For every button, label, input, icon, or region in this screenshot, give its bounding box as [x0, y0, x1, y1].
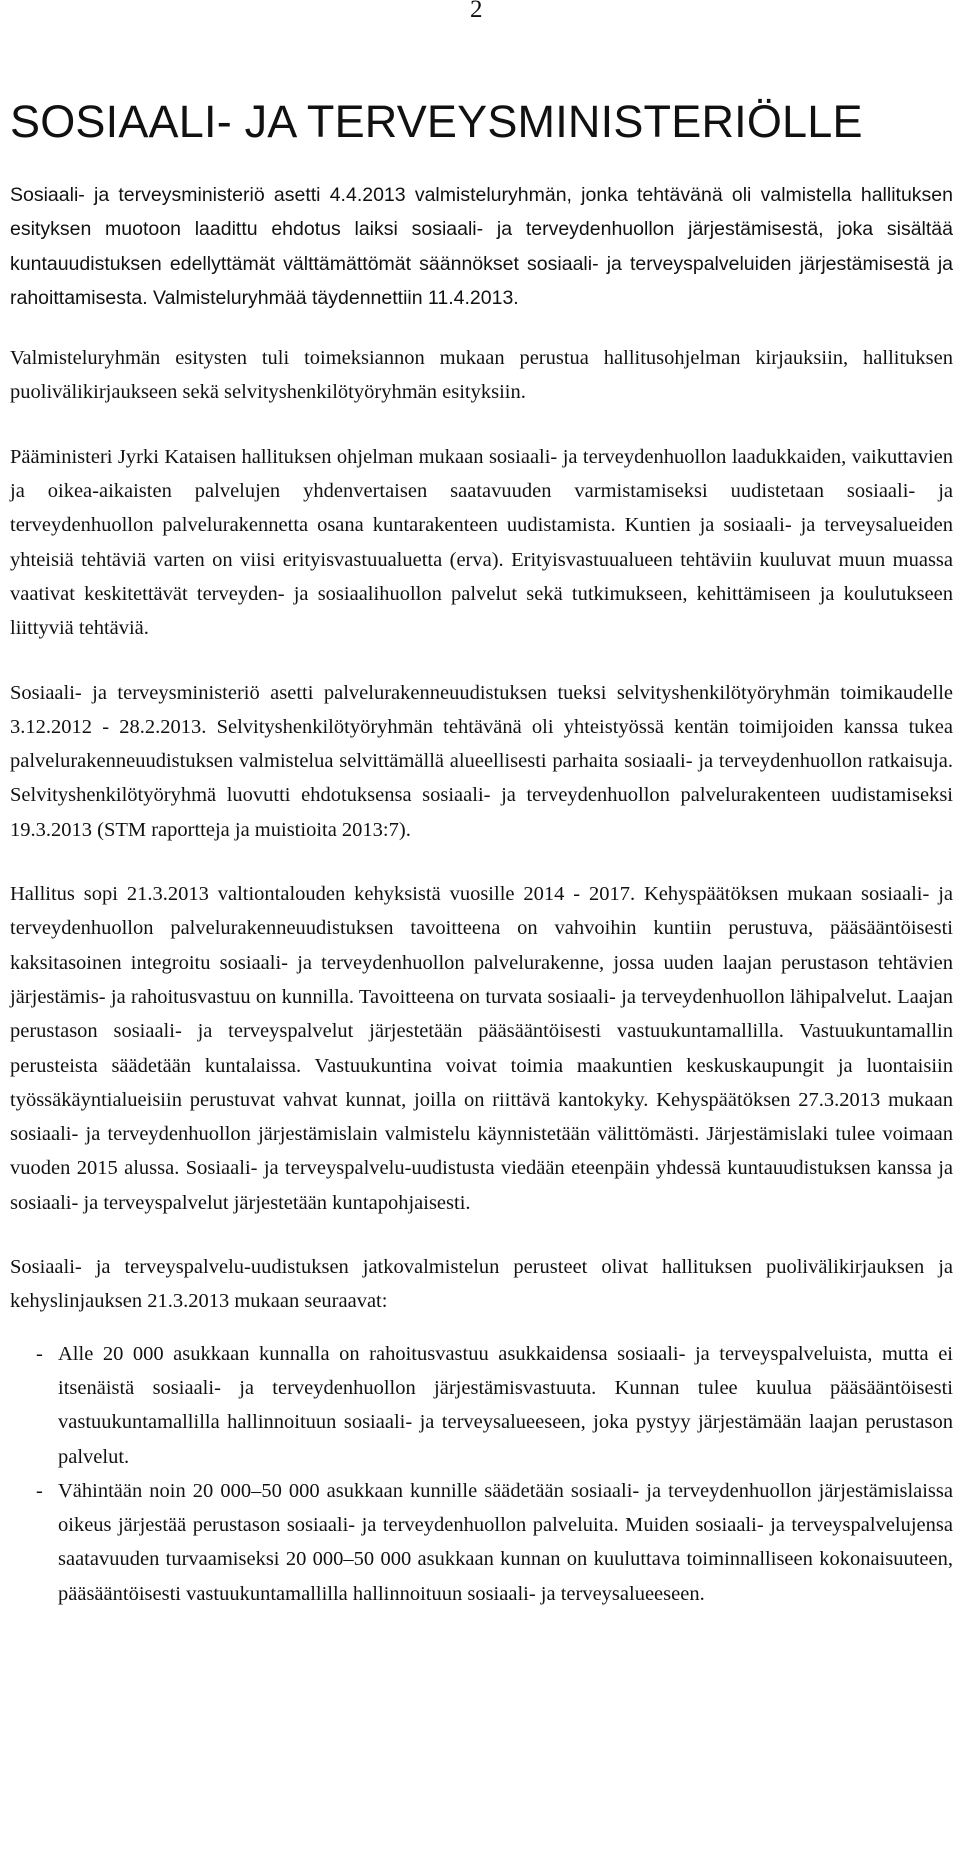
paragraph-preparation-basis: Sosiaali- ja terveyspalvelu-uudistuksen jatkovalmistelun perusteet olivat hallituksen puolivälikirjauksen ja kehyslinjauksen 21.3.2013 mukaan seuraavat:: [10, 1256, 953, 1313]
document-body: [10, 178, 953, 1611]
paragraph-government-programme: Pääministeri Jyrki Kataisen hallituksen ohjelman mukaan sosiaali- ja terveydenhuollon laadukkaiden, vaikuttavien ja oikea-aikaisten palvelujen yhdenvertaisen saatavuuden varmistamiseksi uudistetaan sosiaali- ja terveydenhuollon palvelurakennetta osana kuntarakenteen uudistamista. Kuntien ja sosiaali- ja terveysalueiden yhteisiä tehtäviä varten on viisi erityisvastuualuetta (erva). Erityisvastuualueen tehtäviin kuuluvat muun muassa vaativat keskitettävät terveyden- ja sosiaalihuollon palvelut sekä tutkimukseen, kehittämiseen ja koulutukseen liittyviä tehtäviä.: [10, 445, 953, 640]
bullet-item-small-municipalities: [10, 1337, 953, 1474]
paragraph-framework-decision: Hallitus sopi 21.3.2013 valtiontalouden kehyksistä vuosille 2014 - 2017. Kehyspäätöksen mukaan sosiaali- ja terveydenhuollon palvelurakenneuudistuksen tavoitteena on vahvoihin kuntiin perustuva, pääsääntöisesti kaksitasoinen integroitu sosiaali- ja terveydenhuollon palvelurakenne, jossa uuden laajan perustason tehtävien järjestämis- ja rahoitusvastuu on kunnilla. Tavoitteena on turvata sosiaali- ja terveydenhuollon lähipalvelut. Laajan perustason sosiaali- ja terveyspalvelut järjestetään pääsääntöisesti vastuukuntamallilla. Vastuukuntamallin perusteista säädetään kuntalaissa. Vastuukuntina voivat toimia maakuntien keskuskaupungit ja luontaisiin työssäkäyntialueisiin perustuvat vahvat kunnat, joilla on riittävä kantokyky. Kehyspäätöksen 27.3.2013 mukaan sosiaali- ja terveydenhuollon järjestämislain valmistelu käynnistetään välittömästi. Järjestämislaki tulee voimaan vuoden 2015 alussa. Sosiaali- ja terveyspalvelu-uudistusta viedään eteenpäin yhdessä kuntauudistuksen kanssa ja sosiaali- ja terveyspalvelut järjestetään kuntapohjaisesti.: [10, 883, 953, 1214]
paragraph-appointment: Sosiaali- ja terveysministeriö asetti 4.4.2013 valmisteluryhmän, jonka tehtävänä oli valmistella hallituksen esityksen muotoon laadittu ehdotus laiksi sosiaali- ja terveydenhuollon järjestämisestä, joka sisältää kuntauudistuksen edellyttämät välttämättömät säännökset sosiaali- ja terveyspalveluiden järjestämisestä ja rahoittamisesta. Valmisteluryhmää täydennettiin 11.4.2013.: [10, 184, 953, 309]
bullet-item-medium-municipalities: [10, 1474, 953, 1611]
document-title: SOSIAALI- JA TERVEYSMINISTERIÖLLE: [10, 96, 863, 147]
paragraph-working-group: Sosiaali- ja terveysministeriö asetti palvelurakenneuudistuksen tueksi selvityshenkilötyöryhmän toimikaudelle 3.12.2012 - 28.2.2013. Selvityshenkilötyöryhmän tehtävänä oli yhteistyössä kentän toimijoiden kanssa tukea palvelurakenneuudistuksen valmistelua selvittämällä alueellisesti parhaita sosiaali- ja terveydenhuollon ratkaisuja. Selvityshenkilötyöryhmä luovutti ehdotuksensa sosiaali- ja terveydenhuollon palvelurakenteen uudistamiseksi 19.3.2013 (STM raportteja ja muistioita 2013:7).: [10, 681, 953, 841]
bullet-text: Alle 20 000 asukkaan kunnalla on rahoitusvastuu asukkaidensa sosiaali- ja terveyspalveluista, mutta ei itsenäistä sosiaali- ja terveydenhuollon järjestämisvastuuta. Kunnan tulee kuulua pääsääntöisesti vastuukuntamallilla hallinnoituun sosiaali- ja terveysalueeseen, joka pystyy järjestämään laajan perustason palvelut.: [58, 1342, 953, 1468]
bullet-marker: -: [36, 1479, 43, 1502]
bullet-list: [10, 1337, 953, 1611]
page-number: 2: [470, 0, 483, 23]
bullet-marker: -: [36, 1342, 43, 1365]
paragraph-mandate: Valmisteluryhmän esitysten tuli toimeksiannon mukaan perustua hallitusohjelman kirjauksiin, hallituksen puolivälikirjaukseen sekä selvityshenkilötyöryhmän esityksiin.: [10, 347, 953, 404]
bullet-text: Vähintään noin 20 000–50 000 asukkaan kunnille säädetään sosiaali- ja terveydenhuollon järjestämislaissa oikeus järjestää perustason sosiaali- ja terveydenhuollon palveluita. Muiden sosiaali- ja terveyspalvelujensa saatavuuden turvaamiseksi 20 000–50 000 asukkaan kunnan on kuuluttava toiminnalliseen kokonaisuuteen, pääsääntöisesti vastuukuntamallilla hallinnoituun sosiaali- ja terveysalueeseen.: [58, 1479, 953, 1605]
